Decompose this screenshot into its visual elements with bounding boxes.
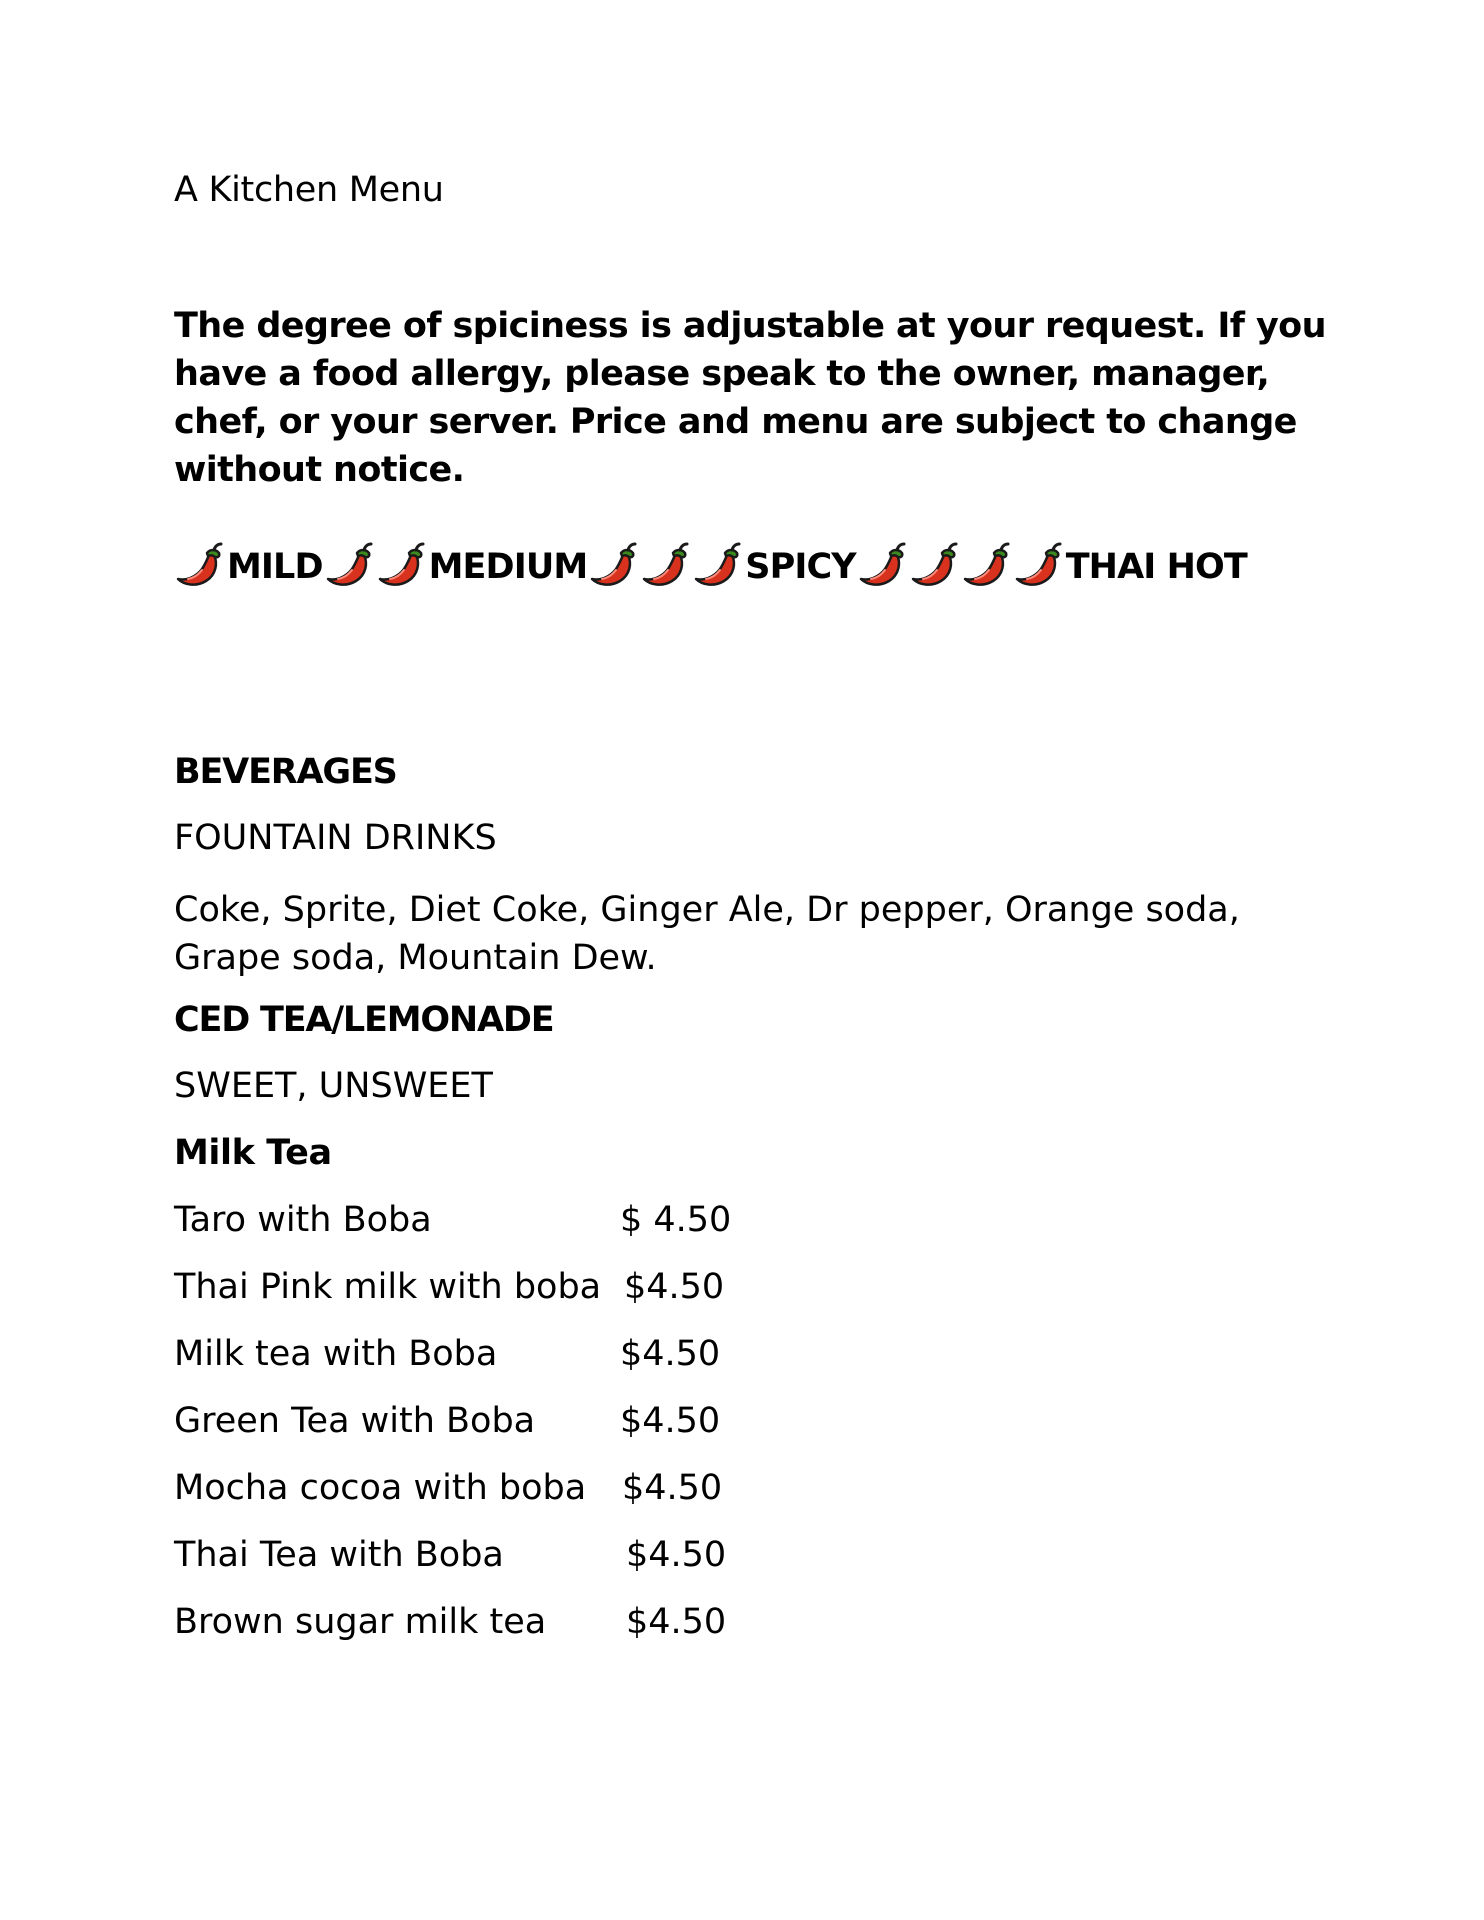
menu-item-price: $4.50	[626, 1602, 727, 1642]
menu-item-price: $4.50	[620, 1334, 721, 1374]
menu-item-name: Green Tea with Boba	[174, 1401, 536, 1441]
menu-item-price: $4.50	[620, 1401, 721, 1441]
fountain-drinks-heading: FOUNTAIN DRINKS	[174, 818, 497, 858]
chili-pepper-icon	[857, 541, 909, 593]
spiciness-notice: The degree of spiciness is adjustable at your request. If you have a food allergy, please speak to the owner, manager, chef, or your server. Price and menu are subject to change without notice.	[174, 306, 1326, 490]
menu-item-price: $ 4.50	[620, 1200, 732, 1240]
menu-item-name: Brown sugar milk tea	[174, 1602, 547, 1642]
spice-level-label: MEDIUM	[428, 547, 588, 587]
chili-pepper-icon	[909, 541, 961, 593]
page-title: A Kitchen Menu	[174, 170, 444, 210]
menu-item-name: Thai Tea with Boba	[174, 1535, 504, 1575]
menu-item-price: $4.50	[624, 1267, 725, 1307]
iced-tea-heading: CED TEA/LEMONADE	[174, 1000, 554, 1040]
menu-item-name: Milk tea with Boba	[174, 1334, 498, 1374]
menu-item-price: $4.50	[622, 1468, 723, 1508]
chili-pepper-icon	[324, 541, 376, 593]
chili-pepper-icon	[174, 541, 226, 593]
fountain-drinks-list: Coke, Sprite, Diet Coke, Ginger Ale, Dr pepper, Orange soda, Grape soda, Mountain Dew.	[174, 890, 1240, 978]
chili-pepper-icon	[588, 541, 640, 593]
menu-item-name: Taro with Boba	[174, 1200, 432, 1240]
spice-level-label: MILD	[227, 547, 323, 587]
chili-pepper-icon	[376, 541, 428, 593]
spice-level-legend	[174, 540, 1248, 594]
chili-pepper-icon	[640, 541, 692, 593]
chili-pepper-icon	[1013, 541, 1065, 593]
spice-level-label: THAI HOT	[1065, 547, 1247, 587]
milk-tea-heading: Milk Tea	[174, 1133, 332, 1173]
menu-item-name: Thai Pink milk with boba	[174, 1267, 602, 1307]
spice-level-label: SPICY	[745, 547, 856, 587]
beverages-heading: BEVERAGES	[174, 752, 397, 792]
iced-tea-options: SWEET, UNSWEET	[174, 1066, 493, 1106]
chili-pepper-icon	[961, 541, 1013, 593]
chili-pepper-icon	[692, 541, 744, 593]
menu-item-price: $4.50	[626, 1535, 727, 1575]
menu-item-name: Mocha cocoa with boba	[174, 1468, 587, 1508]
